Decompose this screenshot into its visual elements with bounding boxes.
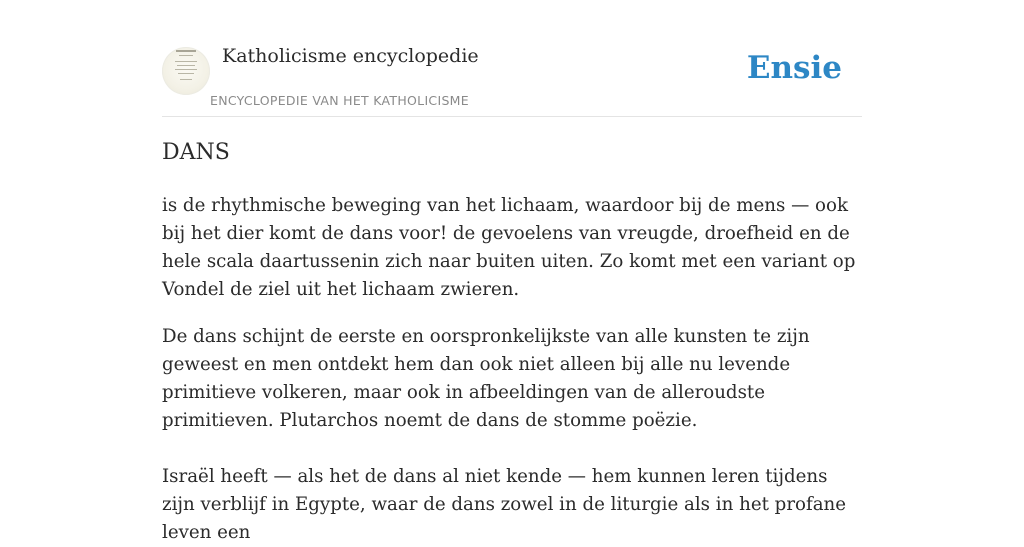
entry-title: DANS	[162, 140, 230, 165]
site-header	[162, 0, 862, 117]
article-paragraph: Israël heeft — als het de dans al niet kende — hem kunnen leren tijdens zijn verblijf in Egypte, waar de dans zowel in de liturgie als in het profane leven een	[162, 466, 847, 543]
ensie-logo-link[interactable]: Ensie	[746, 50, 842, 86]
article-paragraph: is de rhythmische beweging van het lichaam, waardoor bij de mens — ook bij het dier komt de dans voor! de gevoelens van vreugde, droefheid en de hele scala daartussenin zich naar buiten uiten. Zo komt met een variant op Vondel de ziel uit het lichaam zwieren.	[162, 195, 856, 300]
book-cover-thumbnail-icon[interactable]	[162, 47, 210, 95]
site-subtitle: ENCYCLOPEDIE VAN HET KATHOLICISME	[210, 93, 469, 108]
site-title[interactable]: Katholicisme encyclopedie	[222, 45, 479, 67]
page	[162, 0, 862, 543]
article-paragraph: De dans schijnt de eerste en oorspronkelijkste van alle kunsten te zijn geweest en men ontdekt hem dan ook niet alleen bij alle nu levende primitieve volkeren, maar ook in afbeeldingen van de alleroudste primitieven. Plutarchos noemt de dans de stomme poëzie.	[162, 326, 810, 431]
